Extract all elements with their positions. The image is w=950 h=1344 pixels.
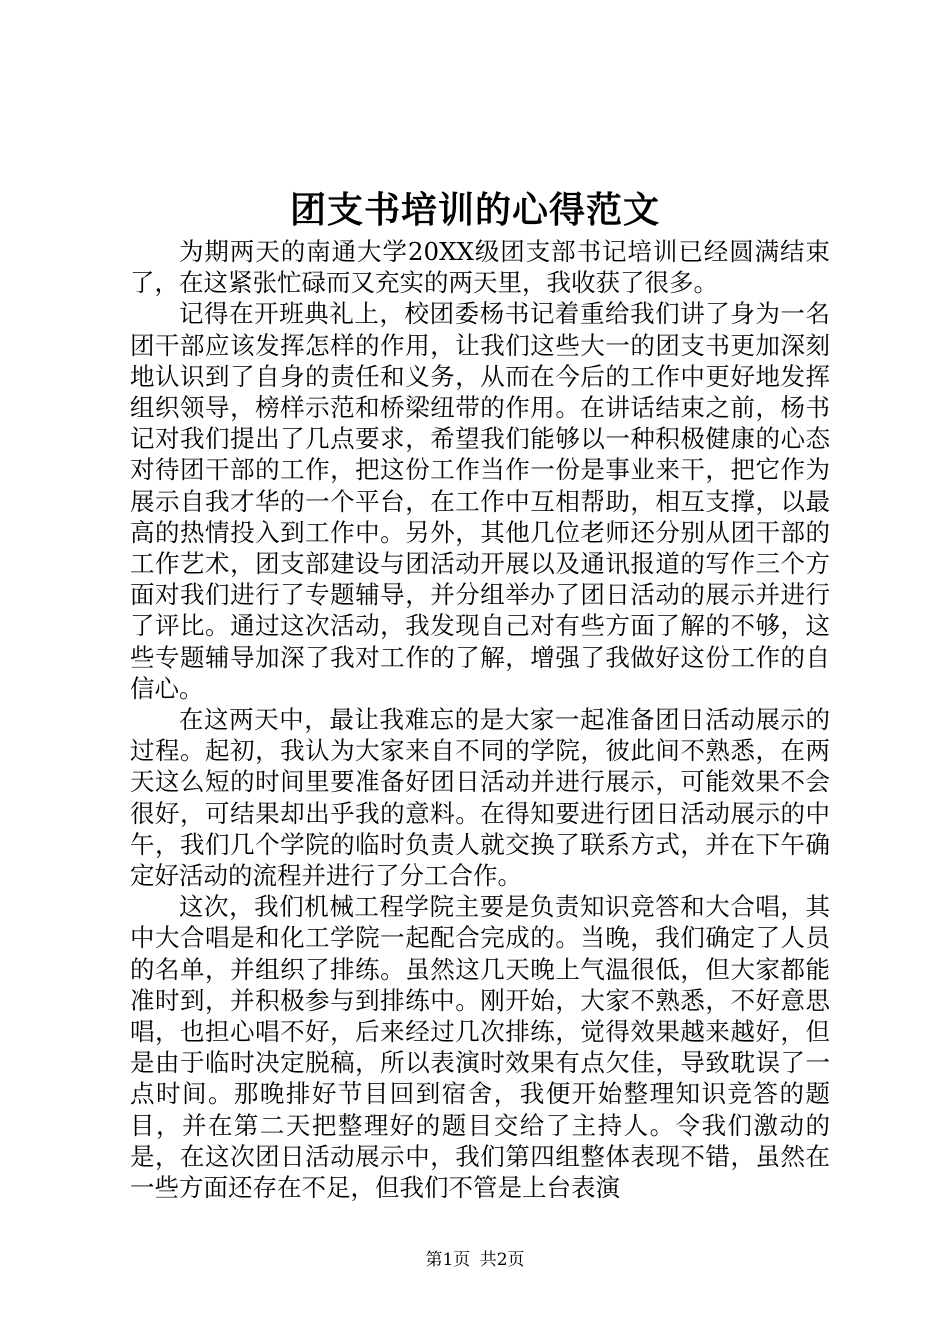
page-footer	[0, 1245, 950, 1270]
paragraph-3: 在这两天中，最让我难忘的是大家一起准备团日活动展示的过程。起初，我认为大家来自不同的学院，彼此间不熟悉，在两天这么短的时间里要准备好团日活动并进行展示，可能效果不会很好，可结果却出乎我的意料。在得知要进行团日活动展示的中午，我们几个学院的临时负责人就交换了联系方式，并在下午确定好活动的流程并进行了分工合作。	[130, 705, 830, 891]
document-title: 团支书培训的心得范文	[289, 189, 660, 231]
page-number: 第1页	[425, 1250, 471, 1270]
page-total: 共2页	[479, 1250, 525, 1270]
document-body	[130, 236, 830, 1203]
paragraph-1: 为期两天的南通大学20XX级团支部书记培训已经圆满结束了，在这紧张忙碌而又充实的两天里，我收获了很多。	[130, 237, 830, 298]
paragraph-2: 记得在开班典礼上，校团委杨书记着重给我们讲了身为一名团干部应该发挥怎样的作用，让我们这些大一的团支书更加深刻地认识到了自身的责任和义务，从而在今后的工作中更好地发挥组织领导，榜样示范和桥梁纽带的作用。在讲话结束之前，杨书记对我们提出了几点要求，希望我们能够以一种积极健康的心态对待团干部的工作，把这份工作当作一份是事业来干，把它作为展示自我才华的一个平台，在工作中互相帮助，相互支撑，以最高的热情投入到工作中。另外，其他几位老师还分别从团干部的工作艺术，团支部建设与团活动开展以及通讯报道的写作三个方面对我们进行了专题辅导，并分组举办了团日活动的展示并进行了评比。通过这次活动，我发现自己对有些方面了解的不够，这些专题辅导加深了我对工作的了解，增强了我做好这份工作的自信心。	[130, 299, 830, 703]
paragraph-4: 这次，我们机械工程学院主要是负责知识竞答和大合唱，其中大合唱是和化工学院一起配合完成的。当晚，我们确定了人员的名单，并组织了排练。虽然这几天晚上气温很低，但大家都能准时到，并积极参与到排练中。刚开始，大家不熟悉，不好意思唱，也担心唱不好，后来经过几次排练，觉得效果越来越好，但是由于临时决定脱稿，所以表演时效果有点欠佳，导致耽误了一点时间。那晚排好节目回到宿舍，我便开始整理知识竞答的题目，并在第二天把整理好的题目交给了主持人。令我们激动的是，在这次团日活动展示中，我们第四组整体表现不错，虽然在一些方面还存在不足，但我们不管是上台表演	[130, 892, 830, 1203]
